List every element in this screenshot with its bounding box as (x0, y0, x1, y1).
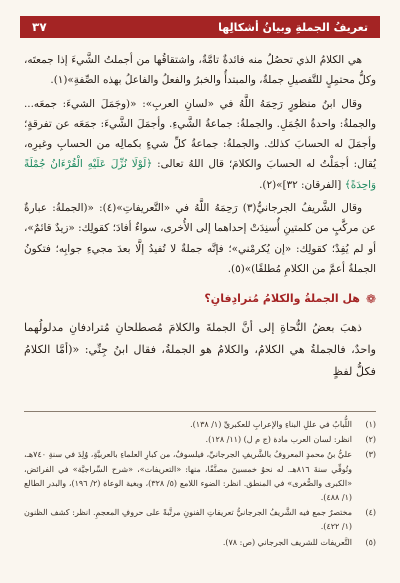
footnote-item: (١) اللُّبابُ في عللِ البناءِ والإعرابِ للعكبريِّ (١/ ١٣٨). (190, 420, 376, 429)
main-text (24, 50, 376, 386)
section-heading (24, 289, 376, 309)
page-number: ٣٧ (32, 20, 47, 34)
footnote-separator (24, 411, 376, 412)
section-title: هل الجملةُ والكلامُ مُترادِفانِ؟ (204, 292, 360, 306)
footnote-item: (٢) انظر: لسان العرب مادة (ج م ل) (١١/ ١٢٨). (205, 435, 376, 445)
chapter-title: تعريفُ الجملةِ وبيانُ أشكالِها (218, 20, 368, 34)
page-header (20, 16, 380, 38)
quran-verse: ﴿لَوْلَا نُزِّلَ عَلَيْهِ الْقُرْءَانُ جُمْلَةً وَاحِدَةً﴾ (24, 158, 376, 191)
flower-icon: ❁ (365, 292, 376, 307)
footnote-item: (٣) عليُّ بنُ محمدٍ المعروفُ بالشَّريفِ الجرجانيِّ، فيلسوفٌ، من كبارِ العلماءِ بالعربيَّةِ، وُلِدَ في سنةِ ٧٤٠هـ، وتُوفِّي سنةَ ٨١٦هـ. له نحوُ خمسينَ مصنَّفًا، منها: «التعريفات»، «شرح السِّراجيَّة» في الفرائض، «الكبرى والصُّغرى» في المنطق. انظر: الضوء اللامع (٥/ ٣٢٨)، وبغية الوعاة (٢/ ١٩٦)، والبدر الطالع (١/ ٤٨٨). (24, 450, 376, 503)
paragraph-2: وقال ابنُ منظورٍ رَحِمَهُ اللَّهُ في «لسانِ العربِ»: «(وجَمَلَ الشيءَ: جمعَه... والجملةُ: واحدةُ الجُمَلِ. والجملةُ: جماعةُ الشَّيءِ. وأجمَلَ الشَّيءَ: جمَعَه عن تفرقةٍ؛ وأجمَلَ له الحسابَ كذلك. والجملةُ: جماعةُ كلِّ شيءٍ بكمالِه من الحسابِ وغيرِه، يُقال: أجمَلْتُ له الحسابَ والكلامَ؛ قال اللهُ تعالى: ﴿لَوْلَا نُزِّلَ عَلَيْهِ الْقُرْءَانُ جُمْلَةً وَاحِدَةً﴾ [الفرقان: ٣٢]»(٢). (24, 97, 376, 191)
footnotes (24, 418, 376, 550)
footnote-item: (٥) التَّعريفات للشريف الجرجاني (ص: ٧٨). (222, 537, 376, 547)
paragraph-1: هي الكلامُ الذي تحصُلُ منه فائدةٌ تامَّةٌ، واشتقاقُها من أجملتُ الشَّيءَ إذا جمعتَه، وكلُّ محتمِلٍ للتَّفصيلِ جملةٌ، والمبتدأُ والخبرُ والفعلُ والفاعلُ بهذه الصِّفةِ»(١). (24, 54, 376, 87)
paragraph-3: وقال الشَّريفُ الجرجانيُّ(٣) رَحِمَهُ اللَّهُ في «التَّعريفاتِ»(٤): «(الجملةُ: عبارةٌ عن مركَّبٍ من كلمتينِ أُسنِدَتْ إحداهما إلى الأُخرى، سواءٌ أفادَ؛ كقولِك: «زيدٌ قائمٌ»، أو لم يُفِدْ؛ كقولِك: «إن يُكرمْني»؛ فإنَّه جملةٌ لا تُفيدُ إلَّا بعدَ مجيءِ جوابِه؛ فتكونُ الجملةُ أعمَّ من الكلامِ مُطلقًا)»(٥). (24, 202, 376, 275)
section-paragraph: ذهبَ بعضُ النُّحاةِ إلى أنَّ الجملةَ والكلامَ مُصطلحانِ مُترادفانِ مدلولُهما واحدٌ، فالجملةُ هي الكلامُ، والكلامُ هو الجملةُ، فقال ابنُ جِنِّي: «(أمَّا الكلامُ فكلُّ لفظٍ (24, 320, 376, 378)
footnote-item: (٤) مختصرٌ جمع فيه الشَّريفُ الجرجانيُّ تعريفاتِ الفنونِ مرتَّبةً على حروفِ المعجمِ. انظر: كشف الظنون (١/ ٤٢٢). (24, 508, 376, 532)
